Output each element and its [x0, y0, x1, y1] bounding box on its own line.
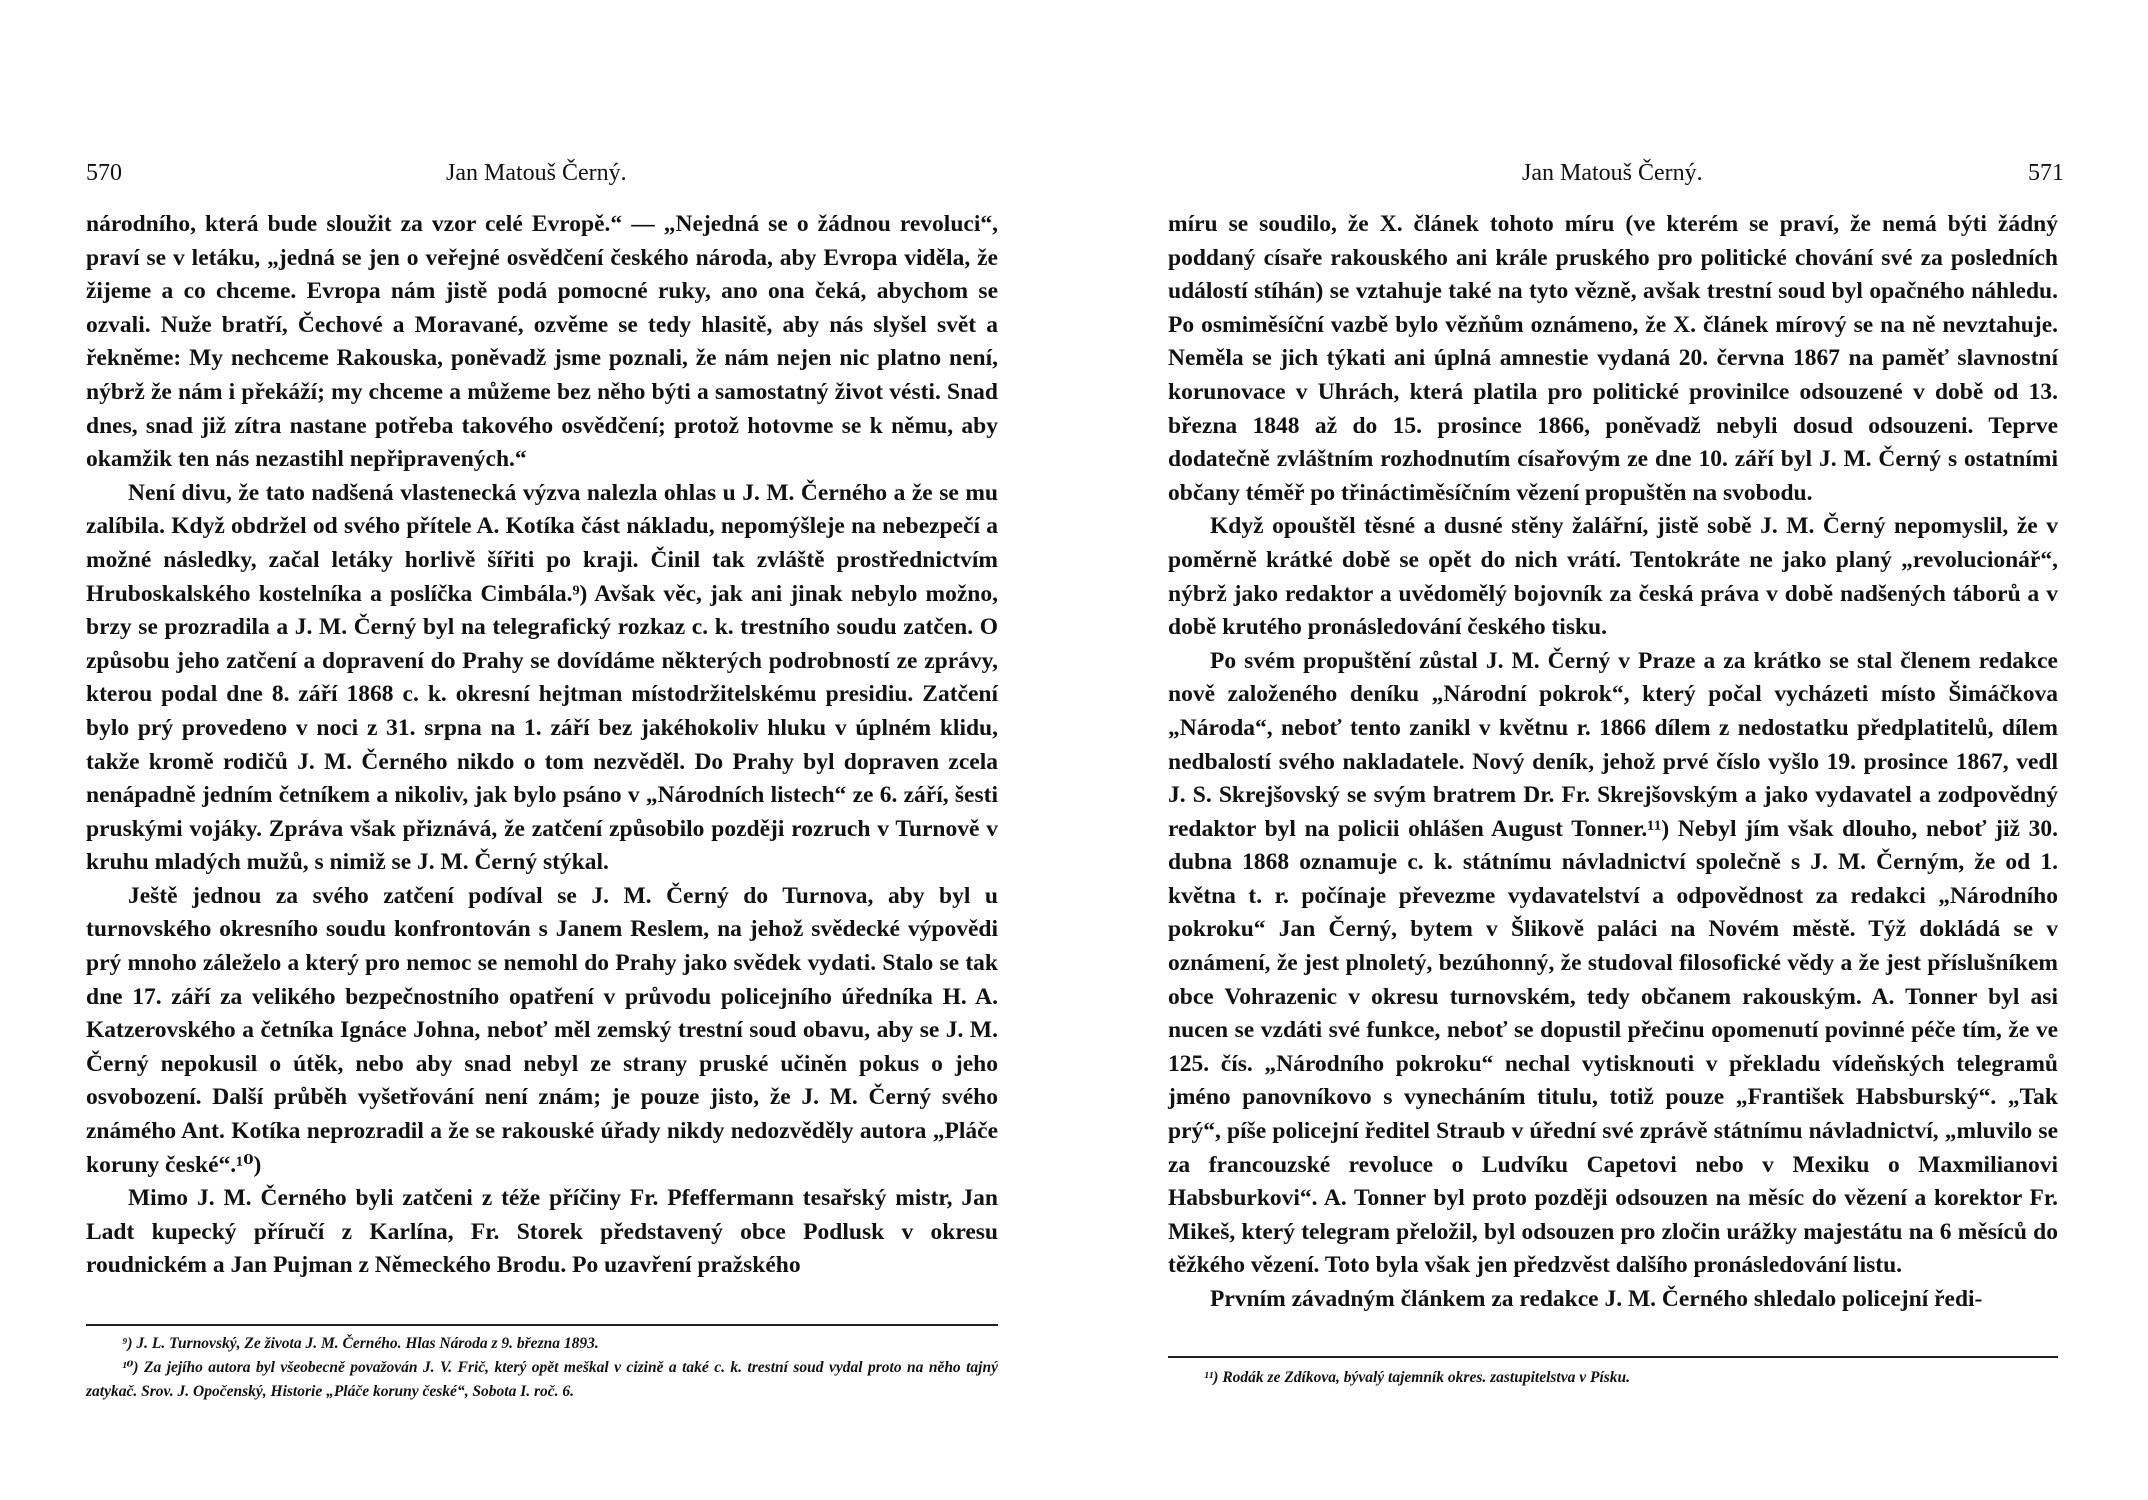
- body-text: [1168, 208, 2058, 1317]
- paragraph: Když opouštěl těsné a dusné stěny žalářní, jistě sobě J. M. Černý nepomyslil, že v poměrně krátké době se opět do nich vrátí. Tentokráte ne jako planý „revolucionář“, nýbrž jako redaktor a uvědomělý bojovník za česká práva v době nadšených táborů a v době krutého pronásledování českého tisku.: [1168, 513, 2058, 641]
- footnotes: [86, 1332, 998, 1404]
- footnote: ⁹) J. L. Turnovský, Ze života J. M. Černého. Hlas Národa z 9. března 1893.: [122, 1335, 599, 1352]
- footnote-divider: [1168, 1356, 2058, 1358]
- paragraph: Ještě jednou za svého zatčení podíval se J. M. Černý do Turnova, aby byl u turnovského okresního soudu konfrontován s Janem Reslem, na jehož svědecké výpovědi prý mnoho záleželo a který pro nemoc se nemohl do Prahy jako svědek vydati. Stalo se tak dne 17. září za velikého bezpečnostního opatření v průvodu policejního úředníka H. A. Katzerovského a četníka Ignáce Johna, neboť měl zemský trestní soud obavu, aby se J. M. Černý nepokusil o útěk, nebo aby snad nebyl ze strany pruské učiněn pokus o jeho osvobození. Další průběh vyšetřování není znám; je pouze jisto, že J. M. Černý svého známého Ant. Kotíka neprozradil a že se rakouské úřady nikdy nedozvěděly autora „Pláče koruny české“.¹⁰): [86, 882, 998, 1178]
- body-text: [86, 208, 998, 1283]
- footnote: ¹⁰) Za jejího autora byl všeobecně považován J. V. Frič, který opět meškal v cizině a také c. k. trestní soud vydal proto na něho tajný zatykač. Srov. J. Opočenský, Historie „Pláče koruny české“, Sobota I. roč. 6.: [86, 1359, 998, 1400]
- footnote-divider: [86, 1324, 998, 1326]
- paragraph: Mimo J. M. Černého byli zatčeni z téže příčiny Fr. Pfeffermann tesařský mistr, Jan Ladt kupecký příručí z Karlína, Fr. Storek představený obce Podlusk v okresu roudnickém a Jan Pujman z Německého Brodu. Po uzavření pražského: [86, 1185, 998, 1279]
- running-head: Jan Matouš Černý.: [1522, 160, 1703, 186]
- paragraph: míru se soudilo, že X. článek tohoto míru (ve kterém se praví, že nemá býti žádný poddaný císaře rakouského ani krále pruského pro politické chování své za posledních událostí stíhán) se vztahuje také na tyto vězně, avšak trestní soud byl opačného náhledu. Po osmiměsíční vazbě bylo vězňům oznámeno, že X. článek mírový se na ně nevztahuje. Neměla se jich týkati ani úplná amnestie vydaná 20. června 1867 na paměť slavnostní korunovace v Uhrách, která platila pro politické provinilce odsouzené v době od 13. března 1848 až do 15. prosince 1866, poněvadž nebyli dosud odsouzeni. Teprve dodatečně zvláštním rozhodnutím císařovým ze dne 10. září byl J. M. Černý s ostatními občany téměř po třináctiměsíčním vězení propuštěn na svobodu.: [1168, 211, 2058, 506]
- footnote: ¹¹) Rodák ze Zdíkova, bývalý tajemník okres. zastupitelstva v Písku.: [1204, 1369, 1631, 1386]
- paragraph: Prvním závadným článkem za redakce J. M. Černého shledalo policejní ředi-: [1210, 1286, 1983, 1312]
- page-number: 571: [2028, 160, 2064, 186]
- paragraph: národního, která bude sloužit za vzor celé Evropě.“ — „Nejedná se o žádnou revoluci“, praví se v letáku, „jedná se jen o veřejné osvědčení českého národa, aby Evropa viděla, že žijeme a co chceme. Evropa nám jistě podá pomocné ruky, ano ona čeká, abychom se ozvali. Nuže bratří, Čechové a Moravané, ozvěme se tedy hlasitě, aby nás slyšel svět a řekněme: My nechceme Rakouska, poněvadž jsme poznali, že nám nejen nic platno není, nýbrž že nám i překáží; my chceme a můžeme bez něho býti a samostatný život vésti. Snad dnes, snad již zítra nastane potřeba takového osvědčení; protož hotovme se k němu, aby okamžik ten nás nezastihl nepřipravených.“: [86, 211, 998, 473]
- page-number: 570: [86, 160, 122, 186]
- right-page: [1074, 0, 2148, 1500]
- paragraph: Po svém propuštění zůstal J. M. Černý v Praze a za krátko se stal členem redakce nově založeného deníku „Národní pokrok“, který počal vycházeti místo Šimáčkova „Národa“, neboť tento zanikl v květnu r. 1866 dílem z nedostatku předplatitelů, dílem nedbalostí svého nakladatele. Nový deník, jehož prvé číslo vyšlo 19. prosince 1867, vedl J. S. Skrejšovský se svým bratrem Dr. Fr. Skrejšovským a jako vydavatel a zodpovědný redaktor byl na policii ohlášen August Tonner.¹¹) Nebyl jím však dlouho, neboť již 30. dubna 1868 oznamuje c. k. státnímu návladnictví společně s J. M. Černým, že od 1. května t. r. počínaje převezme vydavatelství a odpovědnost za redakci „Národního pokroku“ Jan Černý, bytem v Šlikově paláci na Novém městě. Týž dokládá se v oznámení, že jest plnoletý, bezúhonný, že studoval filosofické vědy a že jest příslušníkem obce Vohrazenic v okresu turnovském, tedy občanem rakouským. A. Tonner byl asi nucen se vzdáti své funkce, neboť se dopustil přečinu opomenutí povinné péče tím, že ve 125. čís. „Národního pokroku“ nechal vytisknouti v překladu vídeňských telegramů jméno panovníkovo s vynecháním titulu, totiž pouze „František Habsburský“. „Tak prý“, píše policejní ředitel Straub v úřední své zprávě státnímu návladnictví, „mluvilo se za francouzské revoluce o Ludvíku Capetovi nebo v Mexiku o Maxmilianovi Habsburkovi“. A. Tonner byl proto později odsouzen na měsíc do vězení a korektor Fr. Mikeš, který telegram přeložil, byl odsouzen pro zločin urážky majestátu na 6 měsíců do těžkého vězení. Toto byla však jen předzvěst dalšího pronásledování listu.: [1168, 647, 2058, 1279]
- paragraph: Není divu, že tato nadšená vlastenecká výzva nalezla ohlas u J. M. Černého a že se mu zalíbila. Když obdržel od svého přítele A. Kotíka část nákladu, nepomýšleje na nebezpečí a možné následky, začal letáky horlivě šířiti po kraji. Činil tak zvláště prostřednictvím Hruboskalského kostelníka a poslíčka Cimbála.⁹) Avšak věc, jak ani jinak nebylo možno, brzy se prozradila a J. M. Černý byl na telegrafický rozkaz c. k. trestního soudu zatčen. O způsobu jeho zatčení a dopravení do Prahy se dovídáme některých podrobností ze zprávy, kterou podal dne 8. září 1868 c. k. okresní hejtman místodržitelskému presidiu. Zatčení bylo prý provedeno v noci z 31. srpna na 1. září bez jakéhokoliv hluku v úplném klidu, takže kromě rodičů J. M. Černého nikdo o tom nezvěděl. Do Prahy byl dopraven zcela nenápadně jedním četníkem a nikoliv, jak bylo psáno v „Národních listech“ ze 6. září, šesti pruskými vojáky. Zpráva však přiznává, že zatčení způsobilo později rozruch v Turnově v kruhu mladých mužů, s nimiž se J. M. Černý stýkal.: [86, 479, 998, 876]
- running-head: Jan Matouš Černý.: [446, 160, 627, 186]
- footnotes: [1168, 1366, 2058, 1390]
